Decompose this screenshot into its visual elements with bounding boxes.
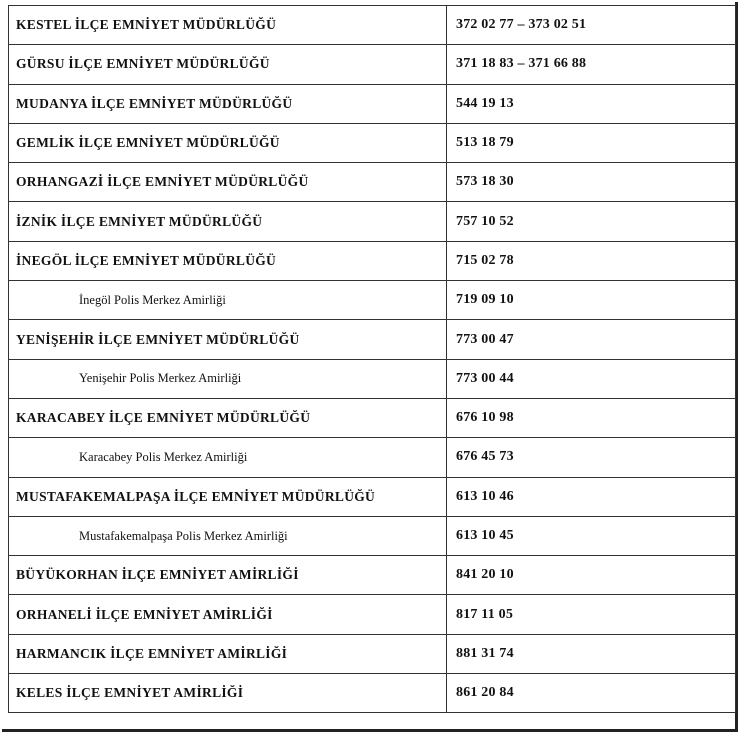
table-row xyxy=(9,634,736,673)
phone-number-cell: 841 20 10 xyxy=(447,556,736,595)
unit-name-cell: İnegöl Polis Merkez Amirliği xyxy=(9,281,447,320)
table-row xyxy=(9,6,736,45)
table-row xyxy=(9,595,736,634)
phone-number-cell: 371 18 83 – 371 66 88 xyxy=(447,45,736,84)
unit-name-cell: Yenişehir Polis Merkez Amirliği xyxy=(9,359,447,398)
unit-name-cell: İZNİK İLÇE EMNİYET MÜDÜRLÜĞÜ xyxy=(9,202,447,241)
table-body xyxy=(9,6,736,713)
unit-name-cell: ORHANELİ İLÇE EMNİYET AMİRLİĞİ xyxy=(9,595,447,634)
unit-name-cell: GÜRSU İLÇE EMNİYET MÜDÜRLÜĞÜ xyxy=(9,45,447,84)
table-row-subunit xyxy=(9,281,736,320)
unit-name-cell: KELES İLÇE EMNİYET AMİRLİĞİ xyxy=(9,674,447,713)
unit-name-cell: BÜYÜKORHAN İLÇE EMNİYET AMİRLİĞİ xyxy=(9,556,447,595)
unit-name-cell: GEMLİK İLÇE EMNİYET MÜDÜRLÜĞÜ xyxy=(9,123,447,162)
police-directory-table xyxy=(8,5,736,713)
table-row xyxy=(9,202,736,241)
unit-name-cell: MUDANYA İLÇE EMNİYET MÜDÜRLÜĞÜ xyxy=(9,84,447,123)
table-row-subunit xyxy=(9,438,736,477)
phone-number-cell: 757 10 52 xyxy=(447,202,736,241)
unit-name-cell: MUSTAFAKEMALPAŞA İLÇE EMNİYET MÜDÜRLÜĞÜ xyxy=(9,477,447,516)
phone-number-cell: 719 09 10 xyxy=(447,281,736,320)
unit-name-cell: Mustafakemalpaşa Polis Merkez Amirliği xyxy=(9,516,447,555)
phone-number-cell: 513 18 79 xyxy=(447,123,736,162)
phone-number-cell: 817 11 05 xyxy=(447,595,736,634)
table-row xyxy=(9,241,736,280)
phone-number-cell: 544 19 13 xyxy=(447,84,736,123)
unit-name-cell: İNEGÖL İLÇE EMNİYET MÜDÜRLÜĞÜ xyxy=(9,241,447,280)
phone-number-cell: 372 02 77 – 373 02 51 xyxy=(447,6,736,45)
table-row-subunit xyxy=(9,516,736,555)
table-row xyxy=(9,123,736,162)
unit-name-cell: KESTEL İLÇE EMNİYET MÜDÜRLÜĞÜ xyxy=(9,6,447,45)
table-row xyxy=(9,674,736,713)
unit-name-cell: ORHANGAZİ İLÇE EMNİYET MÜDÜRLÜĞÜ xyxy=(9,163,447,202)
phone-number-cell: 773 00 44 xyxy=(447,359,736,398)
phone-number-cell: 613 10 45 xyxy=(447,516,736,555)
table-row xyxy=(9,163,736,202)
phone-number-cell: 715 02 78 xyxy=(447,241,736,280)
unit-name-cell: YENİŞEHİR İLÇE EMNİYET MÜDÜRLÜĞÜ xyxy=(9,320,447,359)
unit-name-cell: KARACABEY İLÇE EMNİYET MÜDÜRLÜĞÜ xyxy=(9,398,447,437)
table-row xyxy=(9,45,736,84)
table-row xyxy=(9,398,736,437)
phone-number-cell: 676 45 73 xyxy=(447,438,736,477)
phone-number-cell: 613 10 46 xyxy=(447,477,736,516)
phone-number-cell: 861 20 84 xyxy=(447,674,736,713)
phone-number-cell: 676 10 98 xyxy=(447,398,736,437)
table-row xyxy=(9,477,736,516)
phone-number-cell: 773 00 47 xyxy=(447,320,736,359)
table-row-subunit xyxy=(9,359,736,398)
phone-number-cell: 881 31 74 xyxy=(447,634,736,673)
table-row xyxy=(9,84,736,123)
unit-name-cell: Karacabey Polis Merkez Amirliği xyxy=(9,438,447,477)
table-row xyxy=(9,556,736,595)
phone-number-cell: 573 18 30 xyxy=(447,163,736,202)
table-row xyxy=(9,320,736,359)
unit-name-cell: HARMANCIK İLÇE EMNİYET AMİRLİĞİ xyxy=(9,634,447,673)
